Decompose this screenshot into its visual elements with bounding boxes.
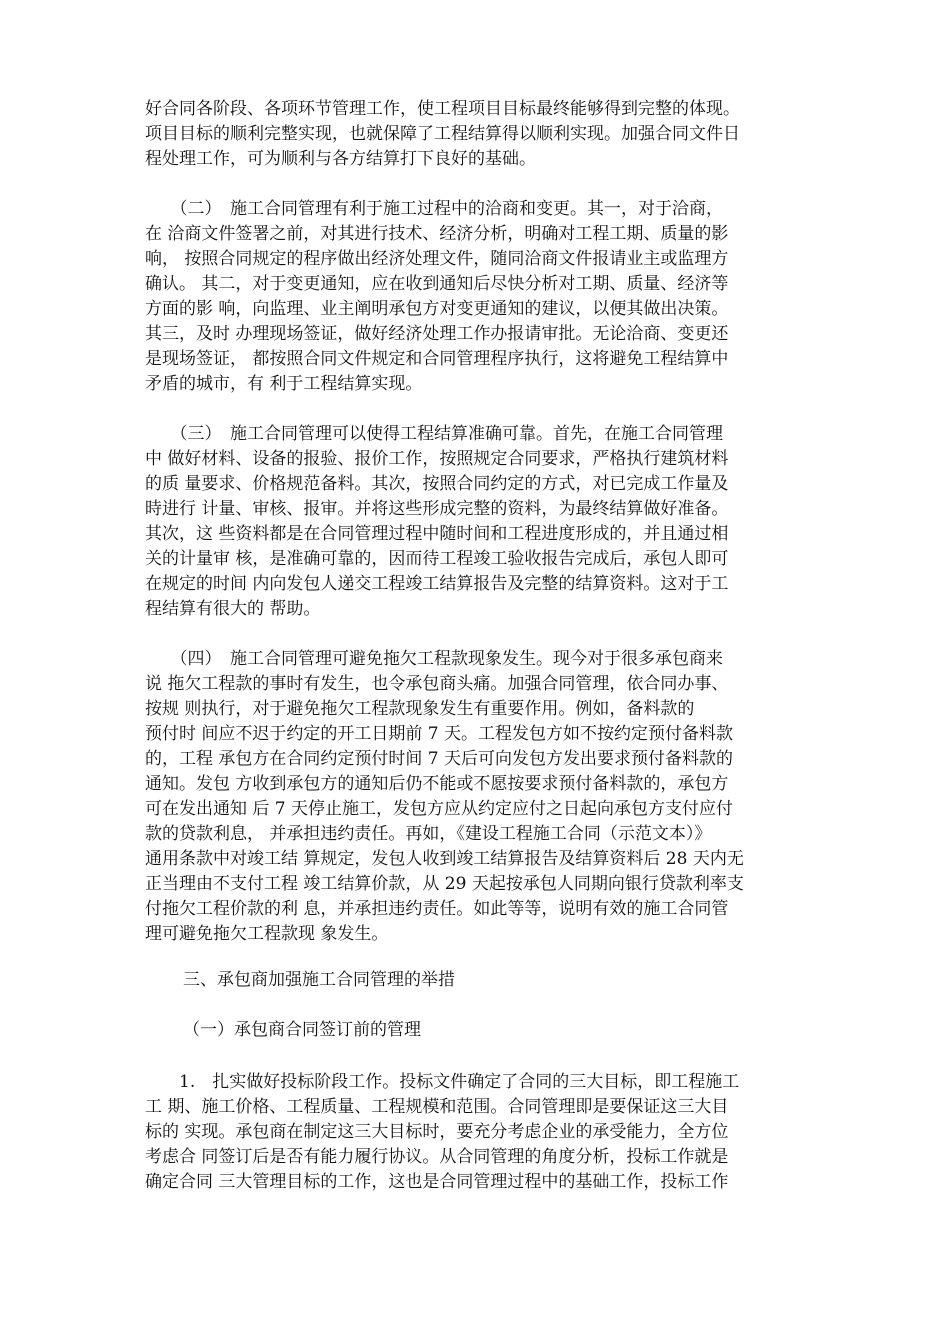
paragraph-2 xyxy=(145,197,825,397)
text-line: 其次，这 些资料都是在合同管理过程中随时间和工程进度形成的，并且通过相 xyxy=(145,524,729,544)
text-line: 在规定的时间 内向发包人递交工程竣工结算报告及完整的结算资料。这对于工 xyxy=(145,574,729,594)
text-line: 理可避免拖欠工程款现 象发生。 xyxy=(145,924,389,944)
paragraph-1 xyxy=(145,97,825,172)
text-line: 付拖欠工程价款的利 息，并承担违约责任。如此等等，说明有效的施工合同管 xyxy=(145,899,729,919)
section-heading: 三、承包商加强施工合同管理的举措 xyxy=(183,970,455,990)
text-line: 可在发出通知 后 7 天停止施工，发包方应从约定应付之日起向承包方支付应付 xyxy=(145,799,734,819)
text-line: 按规 则执行，对于避免拖欠工程款现象发生有重要作用。例如，备料款的 xyxy=(145,699,695,719)
text-line: 确认。 其二，对于变更通知，应在收到通知后尽快分析对工期、质量、经济等 xyxy=(145,274,729,294)
paragraph-5 xyxy=(145,1070,825,1195)
text-line: 确定合同 三大管理目标的工作，这也是合同管理过程中的基础工作，投标工作 xyxy=(145,1172,729,1192)
text-line: 程处理工作，可为顺利与各方结算打下良好的基础。 xyxy=(145,149,536,169)
text-line: 方面的影 响，向监理、业主阐明承包方对变更通知的建议，以便其做出决策。 xyxy=(145,299,729,319)
text-line: 考虑合 同签订后是否有能力履行协议。从合同管理的角度分析，投标工作就是 xyxy=(145,1147,729,1167)
text-line: （四） 施工合同管理可避免拖欠工程款现象发生。现今对于很多承包商来 xyxy=(145,649,723,669)
text-line: 的，工程 承包方在合同约定预付时间 7 天后可向发包方发出要求预付备料款的 xyxy=(145,749,734,769)
text-line: 正当理由不支付工程 竣工结算价款，从 29 天起按承包人同期向银行贷款利率支 xyxy=(145,874,744,894)
text-line: 是现场签证， 都按照合同文件规定和合同管理程序执行，这将避免工程结算中 xyxy=(145,349,729,369)
text-line: 款的贷款利息， 并承担违约责任。再如，《建设工程施工合同（示范文本）》 xyxy=(145,824,712,844)
text-line: （三） 施工合同管理可以使得工程结算准确可靠。首先，在施工合同管理 xyxy=(145,424,723,444)
text-line: 响， 按照合同规定的程序做出经济处理文件，随同洽商文件报请业主或监理方 xyxy=(145,249,729,269)
text-line: 中 做好材料、设备的报验、报价工作，按照规定合同要求，严格执行建筑材料 xyxy=(145,449,729,469)
text-line: 在 洽商文件签署之前，对其进行技术、经济分析，明确对工程工期、质量的影 xyxy=(145,224,729,244)
text-line: 工 期、施工价格、工程质量、工程规模和范围。合同管理即是要保证这三大目 xyxy=(145,1097,729,1117)
text-line: 关的计量审 核，是准确可靠的，因而待工程竣工验收报告完成后，承包人即可 xyxy=(145,549,729,569)
subsection-heading: （一）承包商合同签订前的管理 xyxy=(183,1020,421,1040)
paragraph-3 xyxy=(145,422,825,622)
text-line: 通用条款中对竣工结 算规定，发包人收到竣工结算报告及结算资料后 28 天内无 xyxy=(145,849,744,869)
text-line: 時进行 计量、审核、报审。并将这些形成完整的资料，为最终结算做好准备。 xyxy=(145,499,729,519)
text-line: 通知。发包 方收到承包方的通知后仍不能或不愿按要求预付备料款的，承包方 xyxy=(145,774,729,794)
text-line: 1. 扎实做好投标阶段工作。投标文件确定了合同的三大目标，即工程施工 xyxy=(145,1072,740,1092)
text-line: 预付时 间应不迟于约定的开工日期前 7 天。工程发包方如不按约定预付备料款 xyxy=(145,724,734,744)
text-line: 矛盾的城市，有 利于工程结算实现。 xyxy=(145,374,423,394)
paragraph-4 xyxy=(145,647,825,947)
text-line: 的质 量要求、价格规范备料。其次，按照合同约定的方式，对已完成工作量及 xyxy=(145,474,729,494)
text-line: 好合同各阶段、各项环节管理工作，使工程项目目标最终能够得到完整的体现。 xyxy=(145,99,740,119)
text-line: 说 拖欠工程款的事时有发生，也令承包商头痛。加强合同管理，依合同办事、 xyxy=(145,674,729,694)
text-line: 标的 实现。承包商在制定这三大目标时，要充分考虑企业的承受能力，全方位 xyxy=(145,1122,729,1142)
text-line: 其三，及时 办理现场签证，做好经济处理工作办报请审批。无论洽商、变更还 xyxy=(145,324,729,344)
text-line: 项目目标的顺利完整实现，也就保障了工程结算得以顺利实现。加强合同文件日 xyxy=(145,124,740,144)
text-line: （二） 施工合同管理有利于施工过程中的洽商和变更。其一，对于洽商， xyxy=(145,199,723,219)
text-line: 程结算有很大的 帮助。 xyxy=(145,599,321,619)
